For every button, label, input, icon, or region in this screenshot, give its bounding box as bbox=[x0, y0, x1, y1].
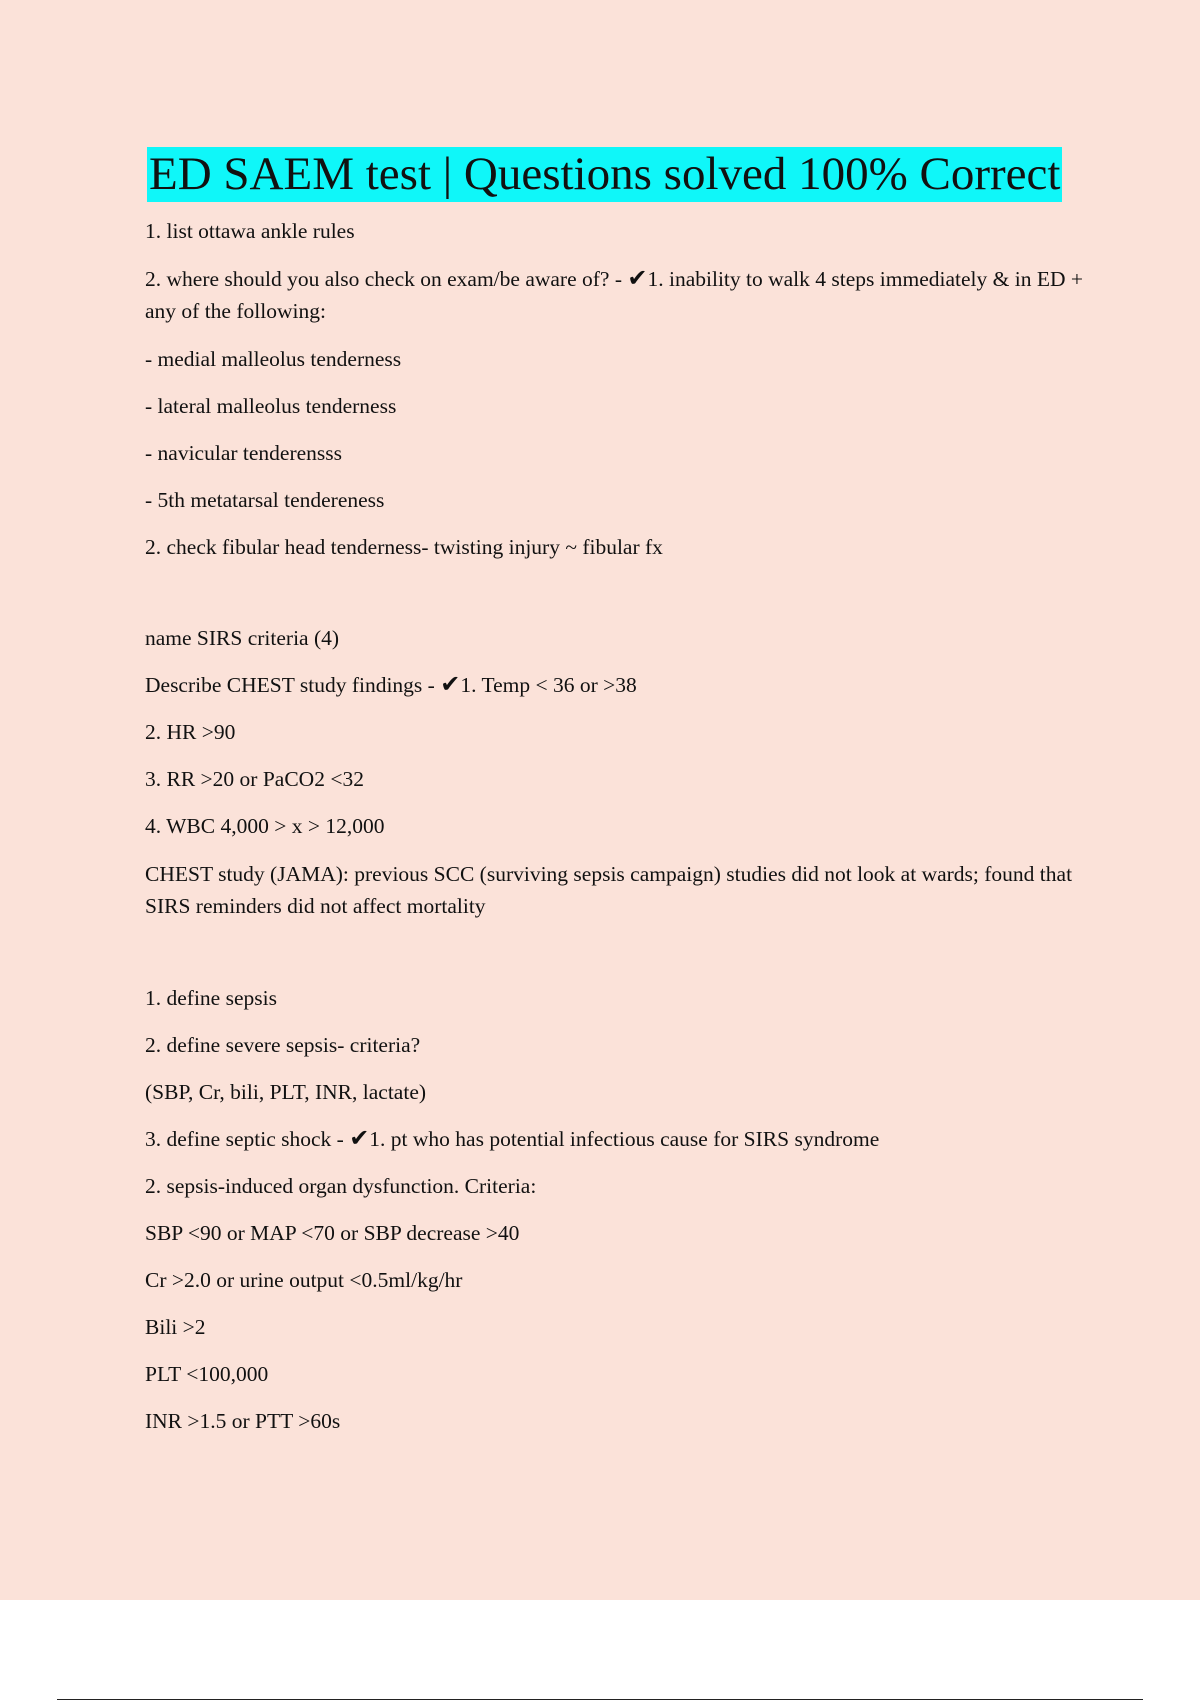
text-line: 2. define severe sepsis- criteria? bbox=[145, 1033, 421, 1057]
text-line: CHEST study (JAMA): previous SCC (surviving sepsis campaign) studies did not look at wards; found that SIRS reminders did not affect mortality bbox=[145, 862, 1073, 918]
section-spacer bbox=[145, 939, 1100, 983]
document-body bbox=[145, 216, 1100, 1453]
question-answer-line bbox=[145, 1124, 1100, 1154]
text-line: 2. HR >90 bbox=[145, 720, 236, 744]
checkmark-icon: ✔ bbox=[627, 264, 648, 292]
question-text: Describe CHEST study findings - bbox=[145, 673, 441, 697]
text-line: PLT <100,000 bbox=[145, 1362, 269, 1386]
checkmark-icon: ✔ bbox=[349, 1124, 370, 1152]
answer-text: 1. Temp < 36 or >38 bbox=[460, 673, 637, 697]
question-answer-line bbox=[145, 670, 1100, 700]
title-block bbox=[147, 147, 1062, 202]
checkmark-icon: ✔ bbox=[440, 670, 461, 698]
question-text: 2. where should you also check on exam/be aware of? - bbox=[145, 267, 628, 291]
question-answer-line bbox=[145, 263, 1100, 327]
text-line: 1. list ottawa ankle rules bbox=[145, 219, 355, 243]
text-line: 1. define sepsis bbox=[145, 986, 277, 1010]
text-line: 4. WBC 4,000 > x > 12,000 bbox=[145, 814, 385, 838]
question-text: 3. define septic shock - bbox=[145, 1127, 350, 1151]
text-line: - medial malleolus tenderness bbox=[145, 347, 402, 371]
text-line: SBP <90 or MAP <70 or SBP decrease >40 bbox=[145, 1221, 520, 1245]
text-line: - navicular tenderensss bbox=[145, 441, 343, 465]
text-line: name SIRS criteria (4) bbox=[145, 626, 340, 650]
text-line: - 5th metatarsal tendereness bbox=[145, 488, 385, 512]
section-spacer bbox=[145, 579, 1100, 623]
text-line: Cr >2.0 or urine output <0.5ml/kg/hr bbox=[145, 1268, 463, 1292]
text-line: (SBP, Cr, bili, PLT, INR, lactate) bbox=[145, 1080, 427, 1104]
answer-text: 1. inability to walk 4 steps immediately & in ED + any of the following: bbox=[145, 267, 1083, 323]
document-title: ED SAEM test | Questions solved 100% Correct bbox=[149, 148, 1061, 200]
text-line: INR >1.5 or PTT >60s bbox=[145, 1409, 341, 1433]
text-line: Bili >2 bbox=[145, 1315, 206, 1339]
answer-text: 1. pt who has potential infectious cause for SIRS syndrome bbox=[369, 1127, 880, 1151]
text-line: 2. check fibular head tenderness- twisting injury ~ fibular fx bbox=[145, 535, 663, 559]
text-line: 2. sepsis-induced organ dysfunction. Criteria: bbox=[145, 1174, 537, 1198]
text-line: 3. RR >20 or PaCO2 <32 bbox=[145, 767, 364, 791]
text-line: - lateral malleolus tenderness bbox=[145, 394, 397, 418]
